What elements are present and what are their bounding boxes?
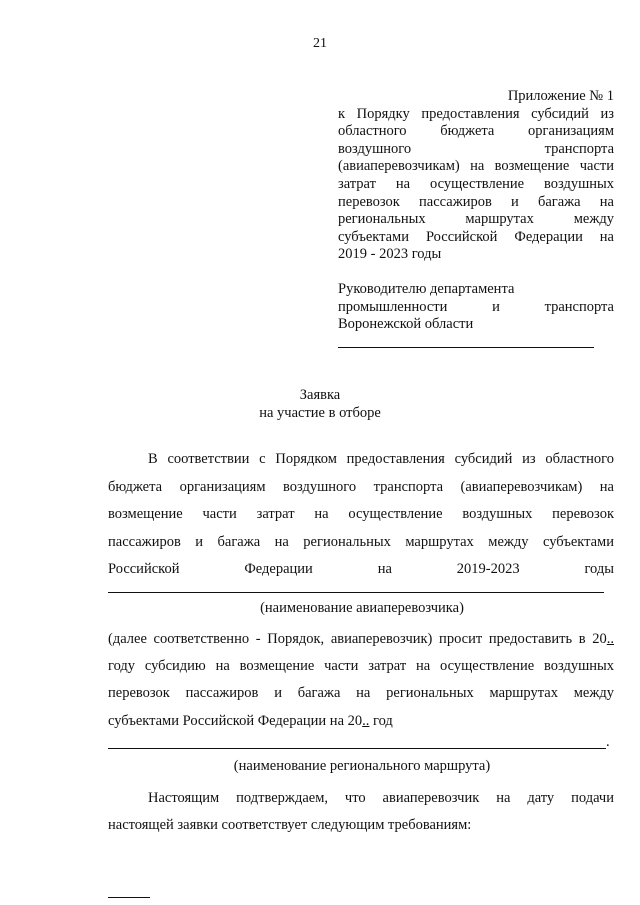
route-caption: (наименование регионального маршрута)	[233, 758, 491, 774]
signature-line	[338, 347, 594, 348]
paragraph-line	[108, 626, 614, 653]
title-line-1: Заявка	[299, 387, 341, 403]
route-name-field[interactable]	[108, 748, 606, 749]
footnote-separator	[108, 897, 150, 898]
recipient-line: Воронежской области	[338, 316, 474, 333]
recipient-line: промышленности и транспорта	[338, 298, 614, 315]
annex-body	[338, 106, 614, 264]
carrier-caption: (наименование авиаперевозчика)	[260, 600, 464, 616]
paragraph-line: бюджета организациям воздушного транспорта (авиаперевозчикам) на	[108, 478, 614, 495]
annex-line: (авиаперевозчикам) на возмещение части	[338, 158, 614, 175]
paragraph-line: пассажиров и багажа на региональных маршрутах между субъектами	[108, 533, 614, 550]
annex-line: 2019 - 2023 годы	[338, 246, 442, 263]
paragraph-line: настоящей заявки соответствует следующим требованиям:	[108, 817, 472, 834]
paragraph-line: году субсидию на возмещение части затрат на осуществление воздушных	[108, 658, 614, 675]
request-text: год	[369, 712, 393, 729]
annex-line: затрат на осуществление воздушных	[338, 175, 614, 192]
route-line-end: .	[606, 734, 610, 750]
page-number: 21	[313, 36, 327, 51]
title-line-2: на участие в отборе	[259, 405, 381, 421]
annex-title: Приложение № 1	[507, 88, 614, 104]
request-text: субъектами Российской Федерации на 20	[108, 712, 363, 729]
annex-line: субъектами Российской Федерации на	[338, 228, 614, 245]
year-slot[interactable]: ..	[362, 712, 370, 729]
paragraph-request	[108, 626, 614, 735]
annex-line: областного бюджета организациям	[338, 123, 614, 140]
paragraph-line: возмещение части затрат на осуществление воздушных перевозок	[108, 506, 614, 522]
recipient-line: Руководителю департамента	[338, 281, 515, 297]
paragraph-line: перевозок пассажиров и багажа на региональных маршрутах между	[108, 685, 614, 702]
paragraph-intro	[108, 446, 614, 584]
paragraph-line: Российской Федерации на 2019-2023 годы	[108, 561, 614, 577]
document-title	[0, 386, 640, 422]
year-slot[interactable]: ..	[606, 631, 614, 647]
annex-line: региональных маршрутах между	[338, 211, 614, 228]
paragraph-confirmation	[108, 785, 614, 839]
annex-block	[338, 88, 614, 264]
carrier-name-field[interactable]	[108, 592, 604, 593]
paragraph-line: В соответствии с Порядком предоставления субсидий из областного	[148, 451, 614, 467]
request-text: (далее соответственно - Порядок, авиаперевозчик) просит предоставить в 20	[108, 631, 607, 647]
recipient-block	[338, 281, 614, 334]
paragraph-line: Настоящим подтверждаем, что авиаперевозчик на дату подачи	[148, 790, 614, 806]
annex-line: к Порядку предоставления субсидий из	[338, 105, 614, 122]
annex-line: воздушного транспорта	[338, 140, 614, 157]
paragraph-line	[108, 708, 614, 735]
annex-line: перевозок пассажиров и багажа на	[338, 193, 614, 210]
